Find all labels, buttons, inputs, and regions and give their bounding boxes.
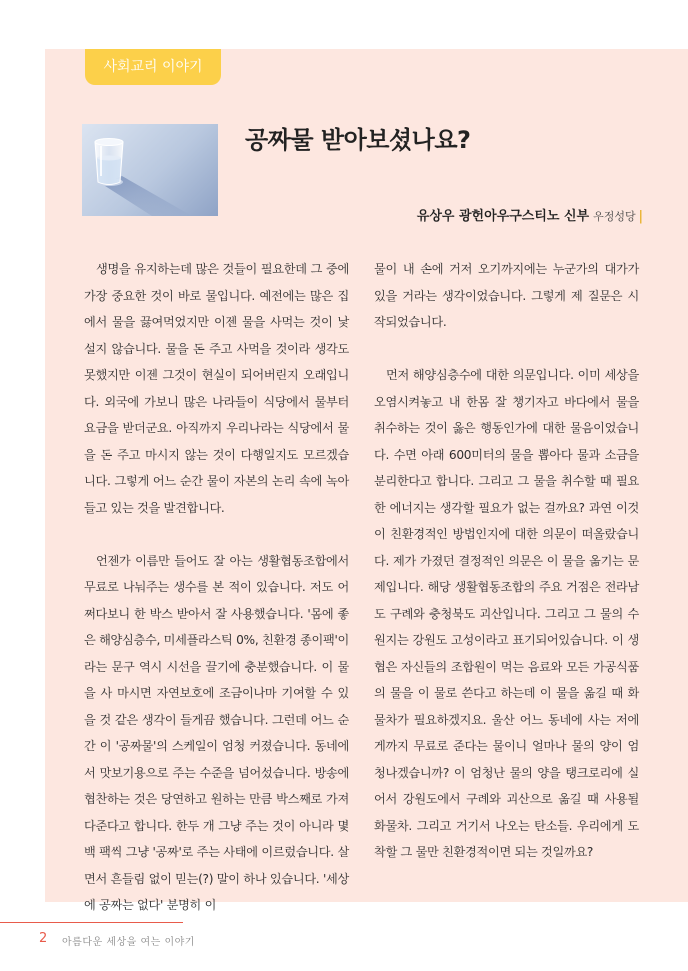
paragraph: 언젠가 이름만 들어도 잘 아는 생활협동조합에서 무료로 나눠주는 생수를 본 적이 있습니다. 저도 어쩌다보니 한 박스 받아서 잘 사용했습니다. '몸에 좋은 해양심층수, 미세플라스틱 0%, 친환경 종이팩'이라는 문구 역시 시선을 끌기에 충분했습니다. 이 물을 사 마시면 자연보호에 조금이나마 기여할 수 있을 것 같은 생각이 들게끔 했습니다. 그런데 어느 순간 이 '공짜물'의 스케일이 엄청 커졌습니다. 동네에서 맛보기용으로 주는 수준을 넘어섰습니다. 방송에 협찬하는 것은 당연하고 원하는 만큼 박스째로 가져다준다고 합니다. 한두 개 그냥 주는 것이 아니라 몇백 팩씩 그냥 '공짜'로 주는 사태에 이르렀습니다. 살면서 흔들림 없이 믿는(?) 말이 하나 있습니다. '세상에 공짜는 없다' 분명히 이 [84,553,349,912]
paragraph: 생명을 유지하는데 많은 것들이 필요한데 그 중에 가장 중요한 것이 바로 물입니다. 예전에는 많은 집에서 물을 끓여먹었지만 이젠 물을 사먹는 것이 낯설지 않습니다. 물을 돈 주고 사먹을 것이라 생각도 못했지만 이젠 그것이 현실이 되어버린지 오래입니다. 외국에 가보니 많은 나라들이 식당에서 물부터 요금을 받더군요. 아직까지 우리나라는 식당에서 물을 돈 주고 마시지 않는 것이 다행일지도 모르겠습니다. 그렇게 어느 순간 물이 자본의 논리 속에 녹아들고 있는 것을 발견합니다. [84,262,349,515]
paragraph: 먼저 해양심층수에 대한 의문입니다. 이미 세상을 오염시켜놓고 내 한몸 잘 챙기자고 바다에서 물을 취수하는 것이 옳은 행동인가에 대한 물음이었습니다. 수면 아래 600미터의 물을 뽑아다 물과 소금을 분리한다고 합니다. 그리고 그 물을 취수할 때 필요한 에너지는 생각할 필요가 없는 걸까요? 과연 이것이 친환경적인 방법인지에 대한 의문이 떠올랐습니다. 제가 가졌던 결정적인 의문은 이 물을 옮기는 문제입니다. 해당 생활협동조합의 주요 거점은 전라남도 구례와 충청북도 괴산입니다. 그리고 그 물의 수원지는 강원도 고성이라고 표기되어있습니다. 이 생협은 자신들의 조합원이 먹는 음료와 모든 가공식품의 물을 이 물로 쓴다고 하는데 이 물을 옮길 때 화물차가 필요하겠지요. 울산 어느 동네에 사는 저에게까지 무료로 준다는 물이니 얼마나 물의 양이 엄청나겠습니까? 이 엄청난 물의 양을 탱크로리에 실어서 강원도에서 구례와 괴산으로 옮길 때 사용될 화물차. 그리고 거기서 나오는 탄소들. 우리에게 도착할 그 물만 친환경적이면 되는 것일까요? [374,368,639,859]
author-byline [417,205,643,224]
water-glass-illustration [82,124,218,216]
paragraph: 물이 내 손에 거저 오기까지에는 누군가의 대가가 있을 거라는 생각이었습니다. 그렇게 제 질문은 시작되었습니다. [374,262,639,329]
article-column-left [84,256,349,919]
article-column-right [374,256,639,866]
author-name: 유상우 광헌아우구스티노 신부 [416,209,590,224]
article-title: 공짜물 받아보셨나요? [245,126,471,154]
footer-publication-title: 아름다운 세상을 여는 이야기 [62,937,195,948]
page-number: 2 [39,931,48,946]
footer-rule [0,922,183,923]
byline-divider: | [638,209,643,224]
category-tag: 사회교리 이야기 [85,49,221,85]
author-parish: 우정성당 [593,210,636,223]
water-glass-photo [82,124,218,216]
